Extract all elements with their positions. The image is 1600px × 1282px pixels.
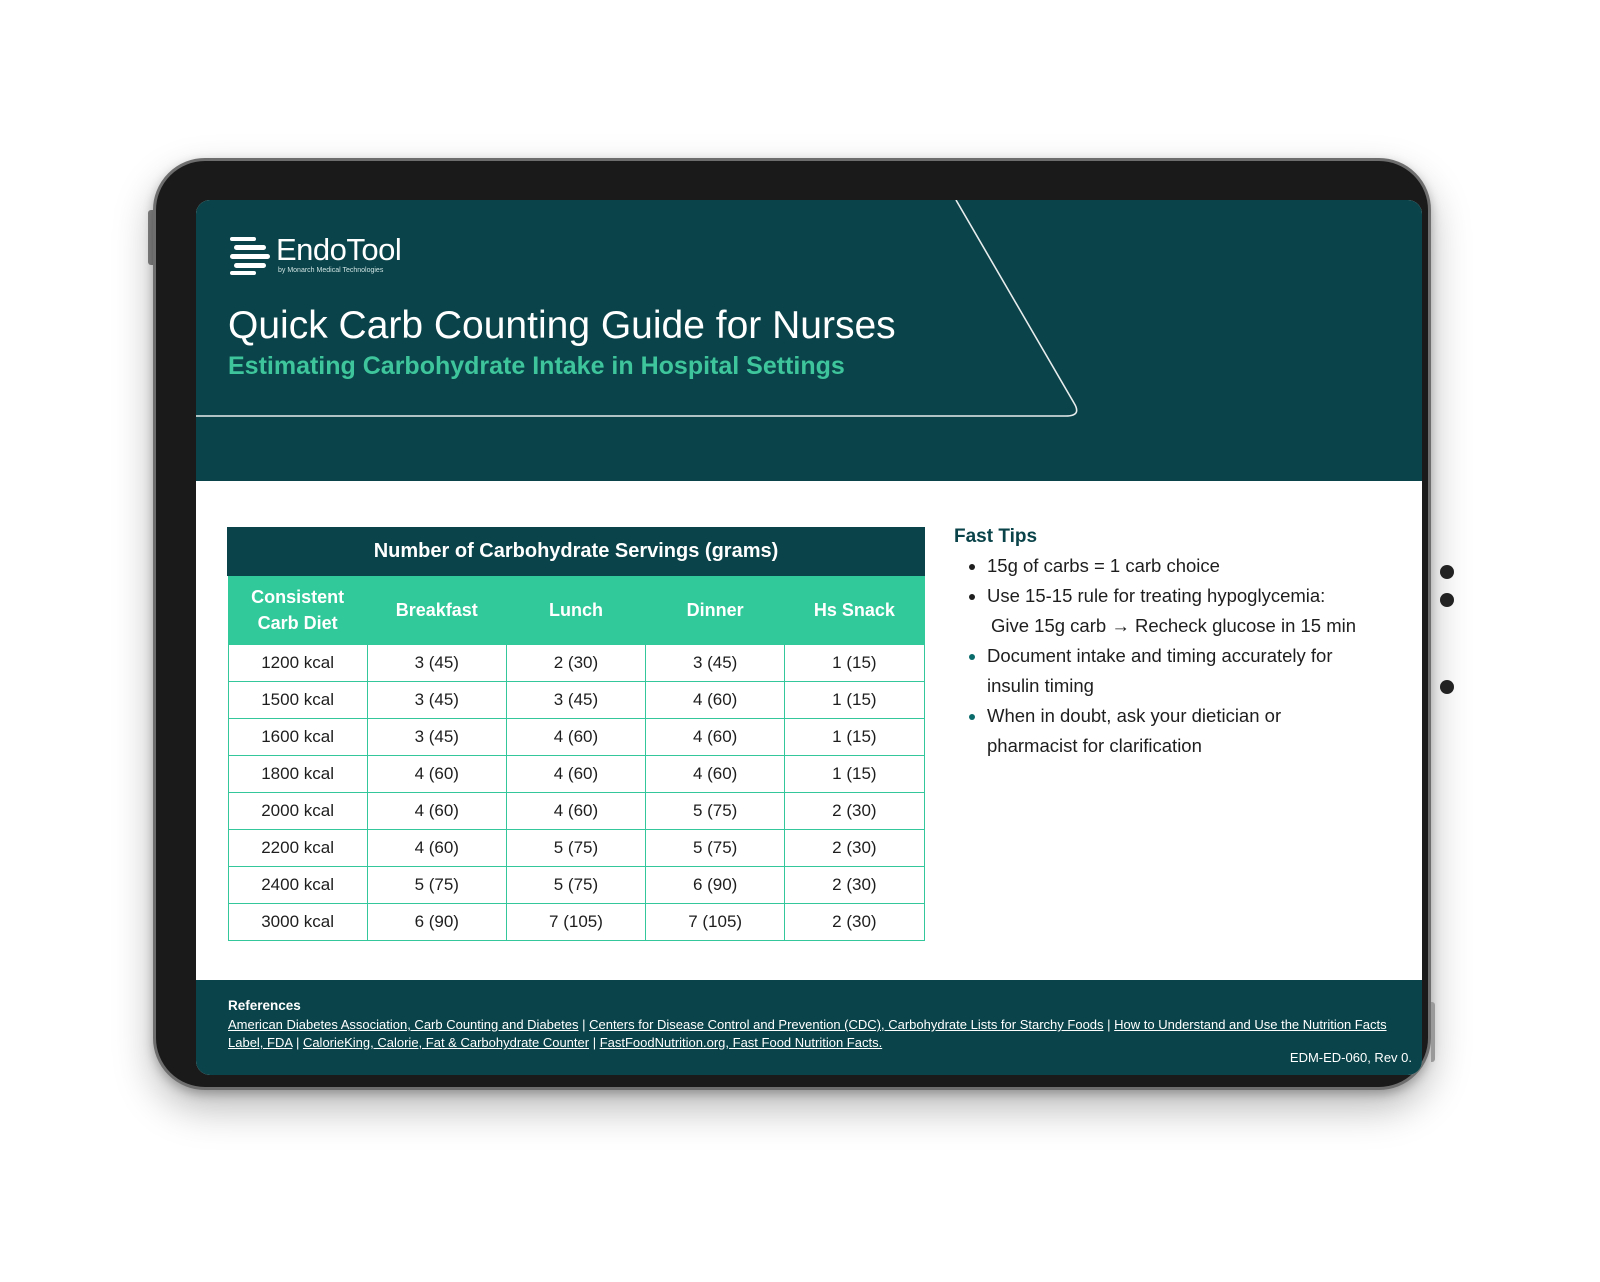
fast-tips-title: Fast Tips <box>954 526 1038 547</box>
device-side-button-right <box>1431 1002 1435 1062</box>
table-cell: 6 (90) <box>367 904 506 941</box>
camera-dot-icon <box>1440 565 1454 579</box>
tip-text: • When in doubt, ask your dietician or <box>987 705 1282 726</box>
reference-link-fastfoodnutrition[interactable]: FastFoodNutrition.org, Fast Food Nutrition Facts. <box>599 1035 883 1050</box>
table-cell: 3 (45) <box>646 645 785 682</box>
column-header-dinner: Dinner <box>646 575 785 645</box>
table-cell: 6 (90) <box>646 867 785 904</box>
table-cell: 2000 kcal <box>228 793 367 830</box>
table-row <box>228 867 924 904</box>
column-header-hs-snack: Hs Snack <box>785 575 924 645</box>
brand-name: EndoTool <box>276 232 402 267</box>
tip-text-continued: insulin timing <box>987 675 1094 696</box>
fast-tips-panel <box>954 526 1394 761</box>
table-cell: 1 (15) <box>785 719 924 756</box>
table-cell: 1 (15) <box>785 645 924 682</box>
column-header-diet: Consistent Carb Diet <box>228 575 367 645</box>
list-item <box>987 701 1394 761</box>
table-cell: 5 (75) <box>367 867 506 904</box>
list-item <box>987 581 1394 641</box>
table-cell: 1500 kcal <box>228 682 367 719</box>
table-cell: 1600 kcal <box>228 719 367 756</box>
fast-tips-list <box>954 551 1394 761</box>
table-cell: 4 (60) <box>506 719 645 756</box>
carb-servings-table-container <box>227 527 925 941</box>
reference-link-calorieking[interactable]: CalorieKing, Calorie, Fat & Carbohydrate Counter <box>302 1035 590 1050</box>
table-cell: 2 (30) <box>506 645 645 682</box>
brand-tagline: by Monarch Medical Technologies <box>278 267 384 274</box>
table-cell: 1800 kcal <box>228 756 367 793</box>
table-cell: 5 (75) <box>646 793 785 830</box>
table-cell: 7 (105) <box>646 904 785 941</box>
table-cell: 2 (30) <box>785 904 924 941</box>
tip-text: • Use 15-15 rule for treating hypoglycemia: <box>987 585 1326 606</box>
table-cell: 1200 kcal <box>228 645 367 682</box>
table-cell: 7 (105) <box>506 904 645 941</box>
list-item <box>987 641 1394 701</box>
tip-text: • Document intake and timing accurately for <box>987 645 1333 666</box>
page-subtitle: Estimating Carbohydrate Intake in Hospital Settings <box>228 352 845 380</box>
table-cell: 3 (45) <box>367 682 506 719</box>
table-cell: 4 (60) <box>646 756 785 793</box>
table-cell: 2200 kcal <box>228 830 367 867</box>
endotool-logo-icon <box>228 233 272 277</box>
references-title: References <box>228 998 301 1013</box>
sensor-dot-icon <box>1440 680 1454 694</box>
table-cell: 1 (15) <box>785 682 924 719</box>
column-header-lunch: Lunch <box>506 575 645 645</box>
table-cell: 4 (60) <box>506 756 645 793</box>
table-cell: 5 (75) <box>646 830 785 867</box>
table-cell: 3 (45) <box>506 682 645 719</box>
table-cell: 4 (60) <box>506 793 645 830</box>
references-footer <box>196 980 1422 1075</box>
tip-text-continued: Give 15g carb → Recheck glucose in 15 min <box>991 615 1357 636</box>
table-row <box>228 793 924 830</box>
header-banner <box>196 200 1422 481</box>
table-cell: 3000 kcal <box>228 904 367 941</box>
table-row <box>228 904 924 941</box>
table-cell: 1 (15) <box>785 756 924 793</box>
table-row <box>228 719 924 756</box>
table-cell: 3 (45) <box>367 645 506 682</box>
references-list: American Diabetes Association, Carb Counting and Diabetes | Centers for Disease Control and Prevention (CDC), Carbohydrate Lists for Starchy Foods | How to Understand and Use the Nutrition Facts Label, FDA | CalorieKing, Calorie, Fat & Carbohydrate Counter | FastFoodNutrition.org, Fast Food Nutrition Facts. <box>228 1017 1387 1050</box>
table-cell: 4 (60) <box>646 719 785 756</box>
table-cell: 4 (60) <box>367 830 506 867</box>
table-header-row <box>228 575 924 645</box>
table-row <box>228 645 924 682</box>
table-row <box>228 682 924 719</box>
table-cell: 2 (30) <box>785 867 924 904</box>
reference-link-cdc[interactable]: Centers for Disease Control and Prevention (CDC), Carbohydrate Lists for Starchy Foods <box>589 1017 1104 1032</box>
column-header-breakfast: Breakfast <box>367 575 506 645</box>
table-cell: 2 (30) <box>785 830 924 867</box>
page-title: Quick Carb Counting Guide for Nurses <box>228 304 896 347</box>
table-cell: 3 (45) <box>367 719 506 756</box>
endotool-logo <box>228 233 401 277</box>
carb-servings-table <box>227 527 925 941</box>
list-item <box>987 551 1394 581</box>
tip-text-continued: pharmacist for clarification <box>987 735 1202 756</box>
table-row <box>228 756 924 793</box>
camera-lens-icon <box>1440 593 1454 607</box>
tip-text: 15g of carbs = 1 carb choice <box>987 555 1220 576</box>
table-cell: 4 (60) <box>367 793 506 830</box>
table-cell: 4 (60) <box>646 682 785 719</box>
table-cell: 5 (75) <box>506 867 645 904</box>
reference-link-fda[interactable]: How to Understand and Use the Nutrition Facts Label, FDA <box>228 1017 1387 1050</box>
table-cell: 2 (30) <box>785 793 924 830</box>
table-row <box>228 830 924 867</box>
table-cell: 4 (60) <box>367 756 506 793</box>
reference-link-ada[interactable]: American Diabetes Association, Carb Counting and Diabetes <box>228 1017 579 1032</box>
document-screen <box>196 200 1422 1075</box>
document-code: EDM-ED-060, Rev 0. <box>1289 1050 1412 1065</box>
table-cell: 2400 kcal <box>228 867 367 904</box>
table-cell: 5 (75) <box>506 830 645 867</box>
table-caption: Number of Carbohydrate Servings (grams) <box>228 528 924 575</box>
